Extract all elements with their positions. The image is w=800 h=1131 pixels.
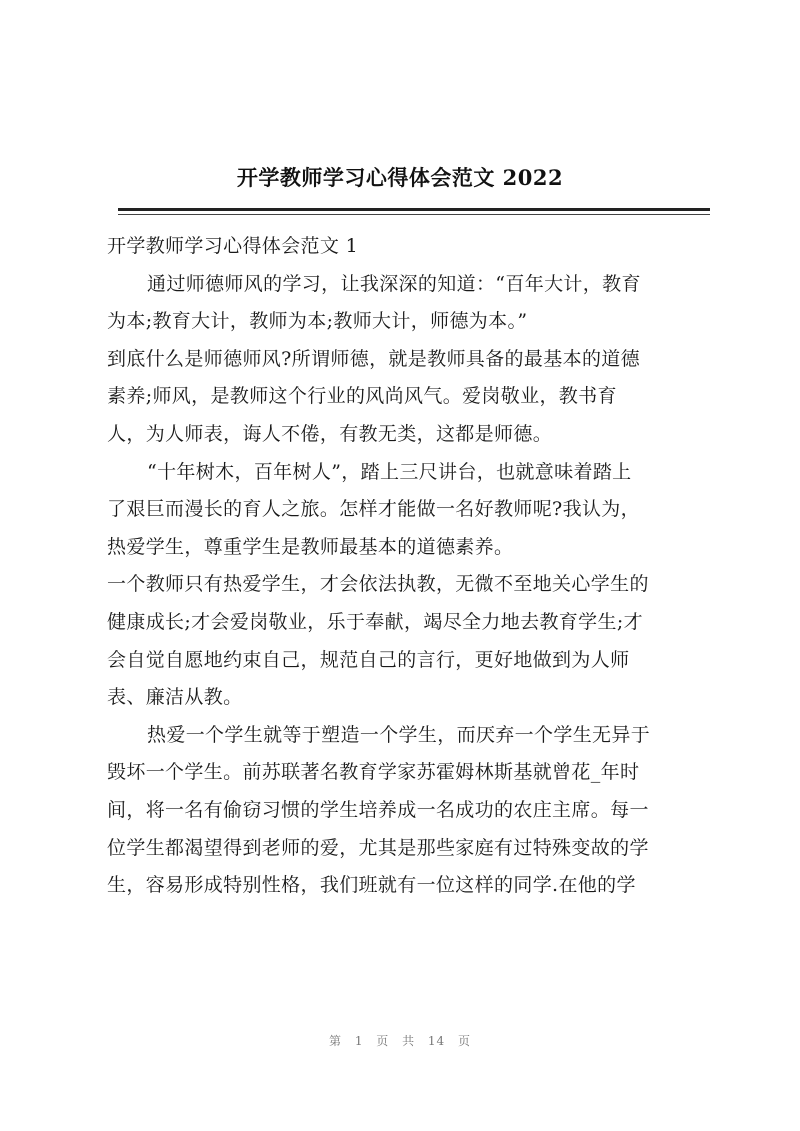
paragraph-line: 到底什么是师德师风?所谓师德，就是教师具备的最基本的道德 [107, 347, 640, 370]
paragraph-line: 热爱学生，尊重学生是教师最基本的道德素养。 [107, 535, 514, 558]
title-divider [118, 208, 710, 211]
paragraph-line: 间，将一名有偷窃习惯的学生培养成一名成功的农庄主席。每一 [107, 798, 649, 821]
paragraph-line: 通过师德师风的学习，让我深深的知道：“百年大计，教育 [147, 272, 641, 295]
paragraph-line: 为本;教育大计，教师为本;教师大计，师德为本。” [107, 310, 528, 333]
document-body [107, 229, 712, 906]
paragraph-line: 会自觉自愿地约束自己，规范自己的言行，更好地做到为人师 [107, 648, 630, 671]
paragraph-line: 热爱一个学生就等于塑造一个学生，而厌弃一个学生无异于 [147, 723, 651, 746]
title-divider-thin [118, 214, 710, 215]
paragraph-line: 生，容易形成特别性格，我们班就有一位这样的同学.在他的学 [107, 874, 636, 897]
document-title: 开学教师学习心得体会范文 2022 [236, 165, 564, 190]
page-number-footer: 第 1 页 共 14 页 [329, 1034, 471, 1048]
paragraph-line: 人，为人师表，诲人不倦，有教无类，这都是师德。 [107, 422, 553, 445]
paragraph-line: 素养;师风，是教师这个行业的风尚风气。爱岗敬业，教书育 [107, 385, 617, 408]
paragraph-line: “十年树木，百年树人”，踏上三尺讲台，也就意味着踏上 [147, 460, 632, 483]
paragraph-line: 表、廉洁从教。 [107, 686, 243, 709]
paragraph-line: 了艰巨而漫长的育人之旅。怎样才能做一名好教师呢?我认为， [107, 498, 640, 521]
paragraph-line: 毁坏一个学生。前苏联著名教育学家苏霍姆林斯基就曾花_年时 [107, 761, 640, 784]
paragraph-line: 健康成长;才会爱岗敬业，乐于奉献，竭尽全力地去教育学生;才 [107, 610, 643, 633]
paragraph-line: 一个教师只有热爱学生，才会依法执教，无微不至地关心学生的 [107, 573, 649, 596]
paragraph-line: 位学生都渴望得到老师的爱，尤其是那些家庭有过特殊变故的学 [107, 836, 649, 859]
section-heading: 开学教师学习心得体会范文 1 [107, 235, 359, 257]
